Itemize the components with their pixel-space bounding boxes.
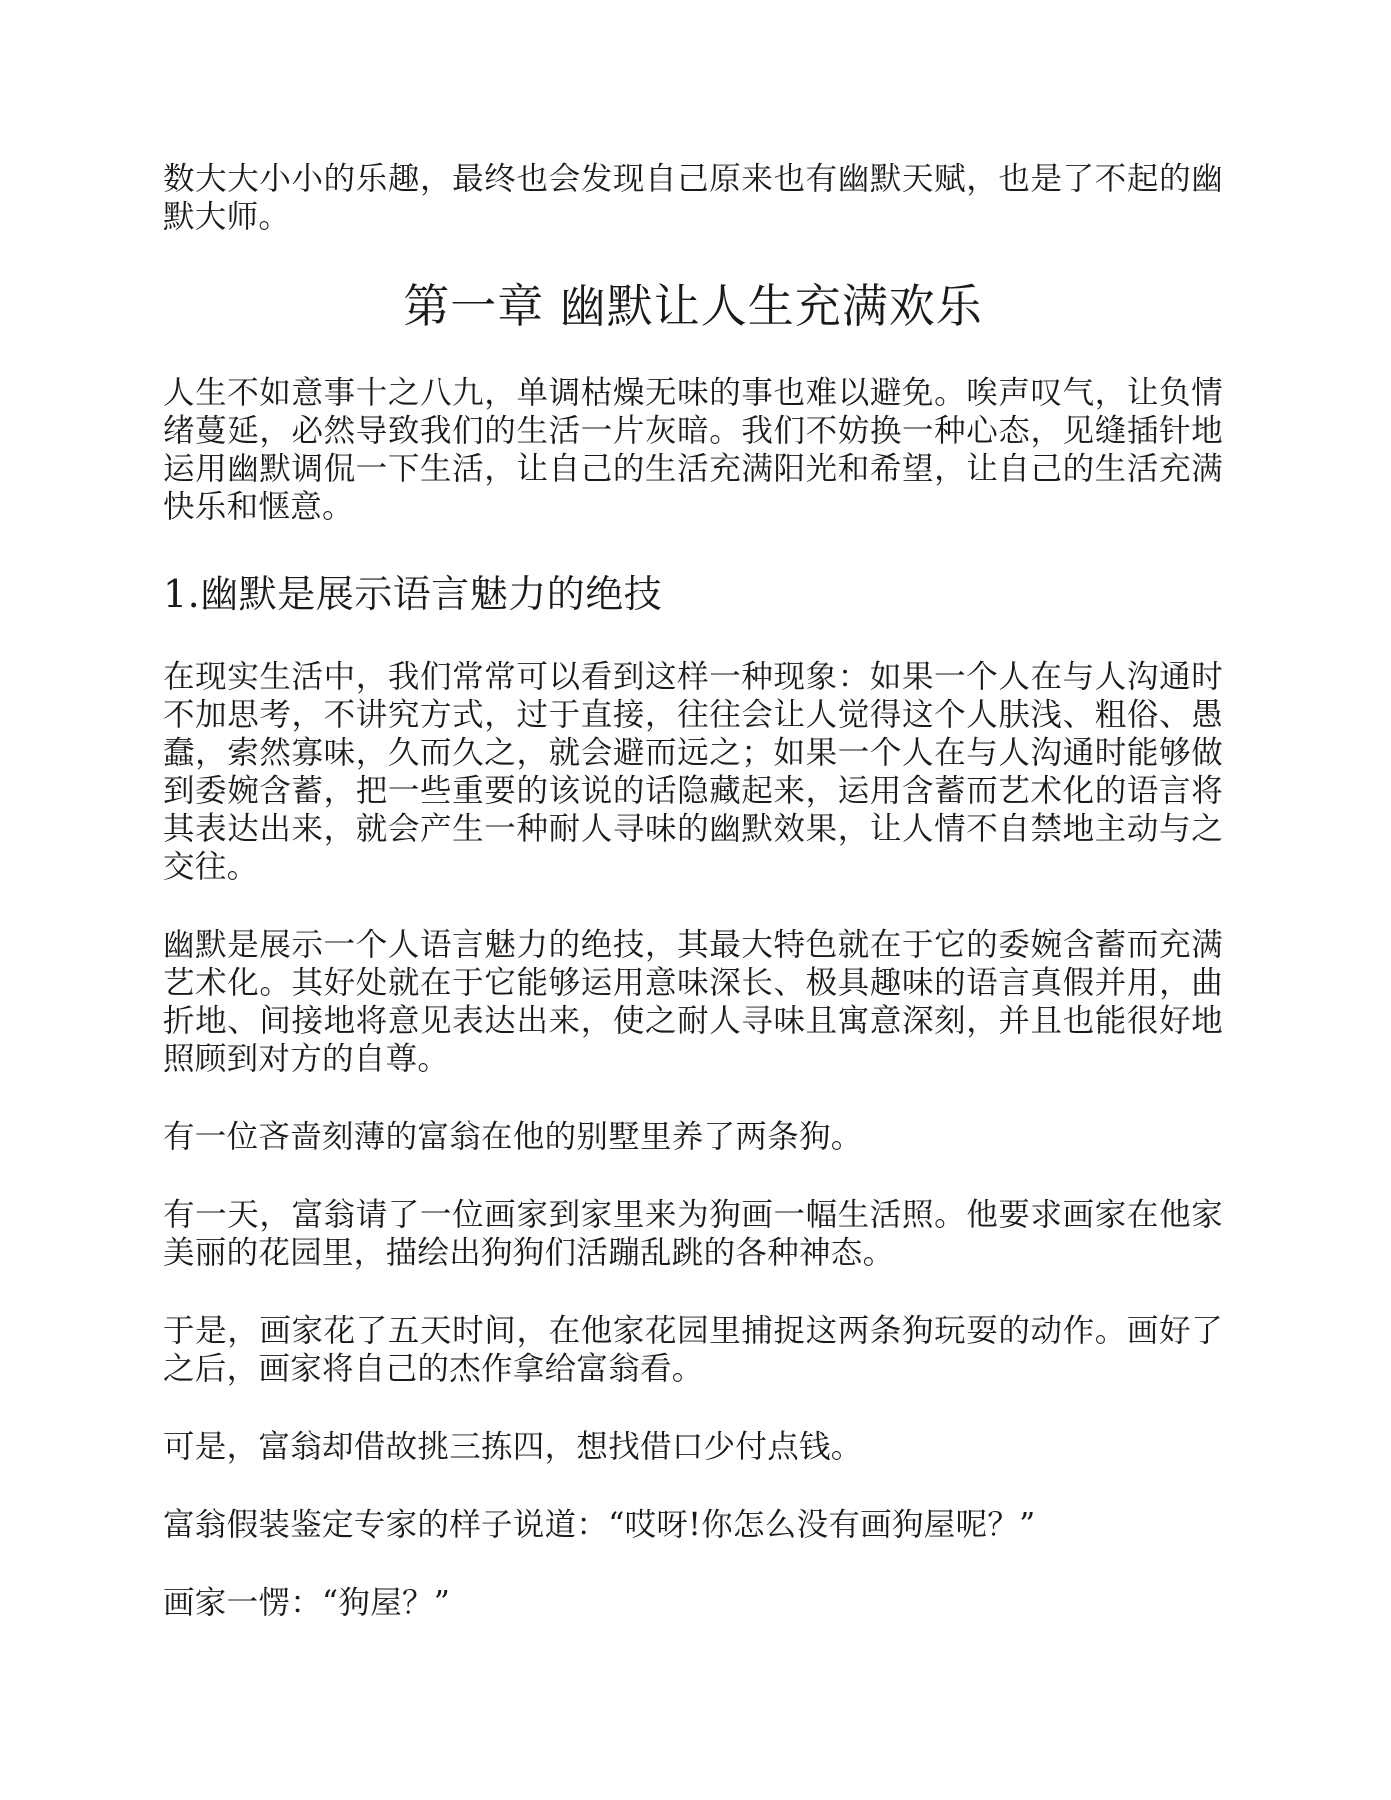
chapter-intro-paragraph: 人生不如意事十之八九，单调枯燥无味的事也难以避免。唉声叹气，让负情绪蔓延，必然导致我们的生活一片灰暗。我们不妨换一种心态，见缝插针地运用幽默调侃一下生活，让自己的生活充满阳光和希望，让自己的生活充满快乐和惬意。 <box>163 375 1223 525</box>
body-paragraph: 可是，富翁却借故挑三拣四，想找借口少付点钱。 <box>163 1429 863 1465</box>
body-paragraph: 在现实生活中，我们常常可以看到这样一种现象：如果一个人在与人沟通时不加思考，不讲究方式，过于直接，往往会让人觉得这个人肤浅、粗俗、愚蠢，索然寡味，久而久之，就会避而远之；如果一个人在与人沟通时能够做到委婉含蓄，把一些重要的该说的话隐藏起来，运用含蓄而艺术化的语言将其表达出来，就会产生一种耐人寻味的幽默效果，让人情不自禁地主动与之交往。 <box>163 659 1223 885</box>
document-page <box>163 160 1223 1662</box>
body-paragraph: 幽默是展示一个人语言魅力的绝技，其最大特色就在于它的委婉含蓄而充满艺术化。其好处就在于它能够运用意味深长、极具趣味的语言真假并用，曲折地、间接地将意见表达出来，使之耐人寻味且寓意深刻，并且也能很好地照顾到对方的自尊。 <box>163 927 1223 1077</box>
body-paragraph: 有一天，富翁请了一位画家到家里来为狗画一幅生活照。他要求画家在他家美丽的花园里，描绘出狗狗们活蹦乱跳的各种神态。 <box>163 1197 1223 1271</box>
body-paragraph: 于是，画家花了五天时间，在他家花园里捕捉这两条狗玩耍的动作。画好了之后，画家将自己的杰作拿给富翁看。 <box>163 1313 1223 1387</box>
chapter-title: 第一章 幽默让人生充满欢乐 <box>403 279 983 333</box>
intro-paragraph-tail: 数大大小小的乐趣，最终也会发现自己原来也有幽默天赋，也是了不起的幽默大师。 <box>163 161 1223 235</box>
body-paragraph: 富翁假装鉴定专家的样子说道：“哎呀!你怎么没有画狗屋呢？” <box>163 1507 1036 1543</box>
section-title: 1.幽默是展示语言魅力的绝技 <box>163 572 663 616</box>
body-paragraph: 有一位吝啬刻薄的富翁在他的别墅里养了两条狗。 <box>163 1119 863 1155</box>
body-paragraph: 画家一愣：“狗屋？” <box>163 1585 451 1621</box>
